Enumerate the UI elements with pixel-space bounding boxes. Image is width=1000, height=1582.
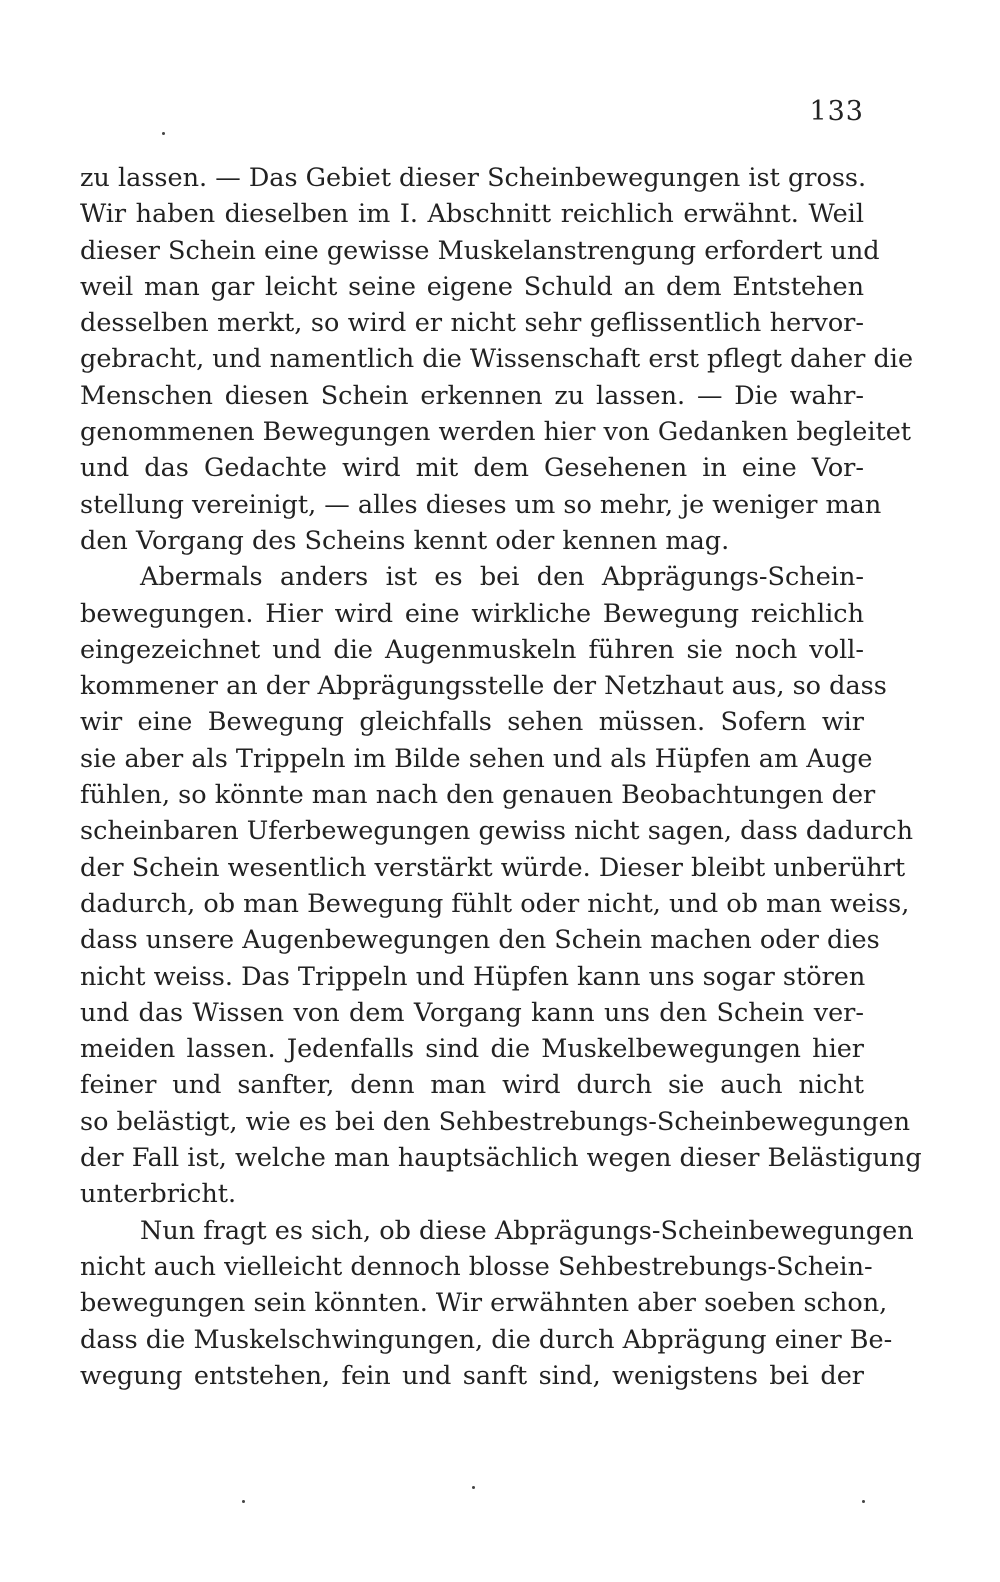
text-line: desselben merkt, so wird er nicht sehr geflissentlich hervor- [80,308,864,339]
text-line: Menschen diesen Schein erkennen zu lassen. — Die wahr- [80,380,864,411]
text-line: nicht auch vielleicht dennoch blosse Sehbestrebungs-Schein- [80,1251,873,1282]
text-line: Nun fragt es sich, ob diese Abprägungs-Scheinbewegungen [140,1215,914,1246]
scan-speck [472,1486,475,1489]
text-line: unterbricht. [80,1179,237,1210]
text-line: gebracht, und namentlich die Wissenschaft erst pflegt daher die [80,344,914,375]
text-line: eingezeichnet und die Augenmuskeln führen sie noch voll- [80,634,864,665]
body-text [80,160,922,1394]
paragraph [80,1213,914,1394]
text-line: weil man gar leicht seine eigene Schuld an dem Entstehen [80,271,864,302]
text-line: bewegungen. Hier wird eine wirkliche Bewegung reichlich [80,598,864,629]
text-line: zu lassen. — Das Gebiet dieser Scheinbewegungen ist gross. [80,163,867,193]
text-line: der Fall ist, welche man hauptsächlich wegen dieser Belästigung [80,1143,922,1174]
text-line: meiden lassen. Jedenfalls sind die Muskelbewegungen hier [80,1034,864,1065]
text-line: dass unsere Augenbewegungen den Schein machen oder dies [80,925,880,956]
text-line: dass die Muskelschwingungen, die durch Abprägung einer Be- [80,1324,893,1355]
text-line: Abermals anders ist es bei den Abprägungs-Schein- [140,562,864,593]
text-line: stellung vereinigt, — alles dieses um so mehr, je weniger man [80,489,882,520]
text-line: und das Wissen von dem Vorgang kann uns den Schein ver- [80,997,864,1028]
text-line: so belästigt, wie es bei den Sehbestrebungs-Scheinbewegungen [80,1106,911,1137]
scan-speck [162,132,165,135]
text-line: der Schein wesentlich verstärkt würde. Dieser bleibt unberührt [80,852,906,883]
scan-speck [242,1500,245,1503]
text-line: kommener an der Abprägungsstelle der Netzhaut aus, so dass [80,671,887,702]
paragraph [80,559,922,1212]
text-line: wir eine Bewegung gleichfalls sehen müssen. Sofern wir [80,707,864,738]
text-line: feiner und sanfter, denn man wird durch sie auch nicht [80,1070,864,1101]
text-line: Wir haben dieselben im I. Abschnitt reichlich erwähnt. Weil [80,199,864,230]
text-line: dadurch, ob man Bewegung fühlt oder nicht, und ob man weiss, [80,888,910,919]
page-number: 133 [809,96,864,127]
scan-speck [862,1500,865,1503]
text-line: fühlen, so könnte man nach den genauen Beobachtungen der [80,780,876,811]
text-line: scheinbaren Uferbewegungen gewiss nicht sagen, dass dadurch [80,816,914,847]
text-line: bewegungen sein könnten. Wir erwähnten aber soeben schon, [80,1288,888,1319]
text-line: nicht weiss. Das Trippeln und Hüpfen kann uns sogar stören [80,961,866,992]
text-line: sie aber als Trippeln im Bilde sehen und als Hüpfen am Auge [80,743,873,774]
text-line: dieser Schein eine gewisse Muskelanstrengung erfordert und [80,235,880,266]
text-line: den Vorgang des Scheins kennt oder kennen mag. [80,525,730,556]
text-line: genommenen Bewegungen werden hier von Gedanken begleitet [80,417,912,448]
text-line: wegung entstehen, fein und sanft sind, wenigstens bei der [80,1360,864,1391]
text-line: und das Gedachte wird mit dem Gesehenen in eine Vor- [80,453,864,484]
paragraph [80,160,914,559]
